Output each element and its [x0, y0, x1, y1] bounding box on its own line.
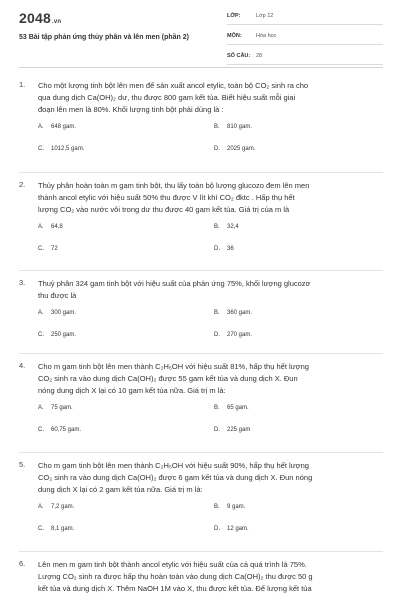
question-stem — [38, 559, 383, 595]
header-divider — [19, 67, 383, 68]
meta-value: 28 — [256, 53, 263, 59]
question-stem — [38, 80, 383, 116]
question-number: 5. — [19, 460, 26, 469]
question-1 — [19, 80, 383, 164]
option-d[interactable]: D. 36 — [214, 246, 234, 252]
logo-suffix: .vn — [51, 19, 62, 25]
question-3 — [19, 278, 383, 350]
question-line: Lên men m gam tinh bột thành ancol etylic với hiệu suất của cả quá trình là 75%. — [38, 560, 307, 569]
answer-options — [38, 224, 383, 264]
option-b[interactable]: B. 360 gam. — [214, 310, 253, 316]
option-c[interactable]: C. 250 gam. — [38, 332, 77, 338]
meta-value: Hóa học — [256, 33, 277, 39]
question-number: 6. — [19, 559, 26, 568]
question-line: CO₂ sinh ra vào dung dịch Ca(OH)₂ được 55 gam kết tủa và dung dịch X. Đun — [38, 374, 298, 383]
question-4 — [19, 361, 383, 445]
answer-options — [38, 124, 383, 164]
meta-info — [227, 9, 383, 69]
question-line: Cho một lượng tinh bột lên men để sản xuất ancol etylic, toàn bộ CO₂ sinh ra cho — [38, 81, 309, 90]
question-line: lượng CO₂ vào nước vôi trong dư thu được 40 gam kết tủa. Giá trị của m là — [38, 205, 290, 214]
question-line: Thủy phân hoàn toàn m gam tinh bột, thu lấy toàn bộ lượng glucozo đem lên men — [38, 181, 310, 190]
question-divider — [19, 551, 383, 552]
question-line: qua dung dịch Ca(OH)₂ dư, thu được 800 gam kết tủa. Biết hiệu suất mỗi giai — [38, 93, 296, 102]
option-c[interactable]: C. 1012,5 gam. — [38, 146, 85, 152]
meta-row-count — [227, 49, 383, 65]
option-d[interactable]: D. 225 gam — [214, 427, 251, 433]
question-line: nóng dung dịch X lại có 10 gam kết tủa nữa. Giá trị m là: — [38, 386, 226, 395]
option-a[interactable]: A. 300 gam. — [38, 310, 77, 316]
question-line: dung dịch X lại có 2 gam kết tủa nữa. Giá trị m là: — [38, 485, 203, 494]
option-c[interactable]: C. 8,1 gam. — [38, 526, 75, 532]
question-5 — [19, 460, 383, 544]
question-divider — [19, 172, 383, 173]
document-header — [0, 0, 400, 62]
option-a[interactable]: A. 64,8 — [38, 224, 63, 230]
question-stem — [38, 460, 383, 496]
option-c[interactable]: C. 60,75 gam. — [38, 427, 82, 433]
question-line: Thuỷ phân 324 gam tinh bột với hiệu suất của phản ứng 75%, khối lượng glucozơ — [38, 279, 311, 288]
question-stem — [38, 180, 383, 216]
question-number: 1. — [19, 80, 26, 89]
question-6 — [19, 559, 383, 595]
question-stem — [38, 361, 383, 397]
question-divider — [19, 270, 383, 271]
option-c[interactable]: C. 72 — [38, 246, 58, 252]
meta-label: MÔN: — [227, 33, 242, 39]
question-line: thành ancol etylic với hiệu suất 50% thu được V lít khí CO₂ đktc . Hấp thụ hết — [38, 193, 295, 202]
meta-label: SỐ CÂU: — [227, 53, 251, 59]
meta-label: LỚP: — [227, 13, 241, 19]
meta-value: Lớp 12 — [256, 13, 274, 19]
option-a[interactable]: A. 7,2 gam. — [38, 504, 75, 510]
question-divider — [19, 452, 383, 453]
question-line: Cho m gam tinh bột lên men thành C₂H₅OH với hiệu suất 81%, hấp thụ hết lượng — [38, 362, 309, 371]
option-b[interactable]: B. 32,4 — [214, 224, 239, 230]
answer-options — [38, 504, 383, 544]
option-d[interactable]: D. 270 gam. — [214, 332, 253, 338]
question-line: thu được là — [38, 291, 77, 300]
question-2 — [19, 180, 383, 264]
question-line: kết tủa và dung dịch X. Thêm NaOH 1M vào X, thu được kết tủa. Để lượng kết tủa — [38, 584, 312, 593]
question-number: 4. — [19, 361, 26, 370]
option-b[interactable]: B. 810 gam. — [214, 124, 253, 130]
question-divider — [19, 353, 383, 354]
answer-options — [38, 310, 383, 350]
meta-row-subject — [227, 29, 383, 45]
option-d[interactable]: D. 2025 gam. — [214, 146, 256, 152]
option-a[interactable]: A. 648 gam. — [38, 124, 77, 130]
option-b[interactable]: B. 9 gam. — [214, 504, 246, 510]
question-line: đoạn lên men là 80%. Khối lượng tinh bột phải dùng là : — [38, 105, 224, 114]
question-number: 3. — [19, 278, 26, 287]
document-title: 53 Bài tập phản ứng thủy phân và lên men (phần 2) — [19, 34, 189, 41]
question-line: Cho m gam tinh bột lên men thành C₂H₅OH với hiệu suất 90%, hấp thụ hết lượng — [38, 461, 309, 470]
option-d[interactable]: D. 12 gam. — [214, 526, 249, 532]
meta-row-class — [227, 9, 383, 25]
question-line: Lượng CO₂ sinh ra được hấp thụ hoàn toàn vào dung dịch Ca(OH)₂ thu được 50 g — [38, 572, 313, 581]
option-b[interactable]: B. 65 gam. — [214, 405, 249, 411]
question-stem — [38, 278, 383, 302]
option-a[interactable]: A. 75 gam. — [38, 405, 73, 411]
site-logo[interactable]: 2048.vn — [19, 10, 62, 26]
answer-options — [38, 405, 383, 445]
question-line: CO₂ sinh ra vào dung dịch Ca(OH)₂ được 6 gam kết tủa và dung dịch X. Đun nóng — [38, 473, 313, 482]
question-number: 2. — [19, 180, 26, 189]
